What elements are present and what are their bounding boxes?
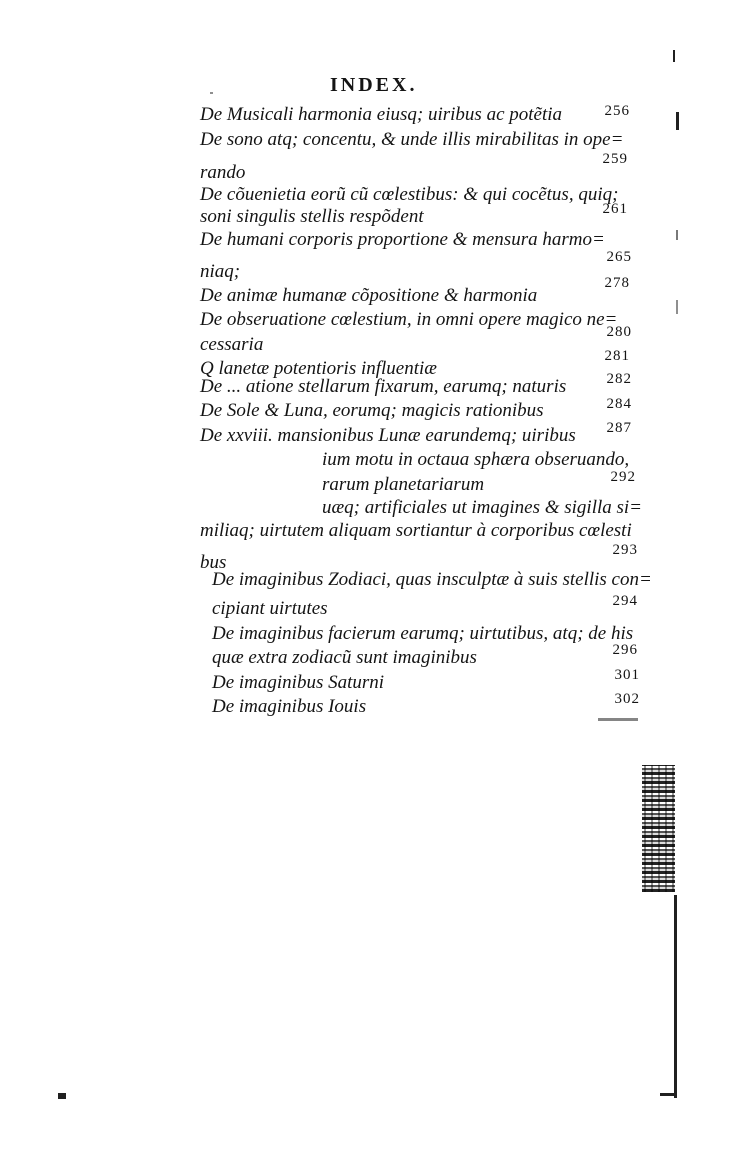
index-entry-page-number: 301 (614, 667, 640, 683)
index-entry-page-number: 265 (606, 249, 632, 265)
index-entry-text: De imaginibus facierum earumq; uirtutibus, atq; de his (212, 623, 634, 644)
index-entry-text: ium motu in octaua sphæra obseruando, (322, 449, 630, 470)
index-entry-text: De humani corporis proportione & mensura harmo= (200, 229, 605, 250)
index-entry-text: De imaginibus Zodiaci, quas insculptæ à suis stellis con= (212, 569, 652, 590)
index-entry-text: De Sole & Luna, eorumq; magicis rationibus (200, 400, 544, 421)
index-entry-text: De Musicali harmonia eiusq; uiribus ac potẽtia (200, 104, 563, 125)
index-entry-text: uæq; artificiales ut imagines & sigilla si= (322, 497, 642, 518)
scan-edge-mark (676, 300, 678, 314)
index-entry-text: niaq; (200, 261, 241, 282)
index-entry-text: De sono atq; concentu, & unde illis mirabilitas in ope= (200, 129, 624, 150)
index-entry-text: Q lanetæ potentioris influentiæ (200, 358, 437, 379)
scan-barcode-strip (642, 765, 675, 892)
page-edge-line (674, 895, 677, 1098)
scan-edge-mark (676, 112, 679, 130)
page-edge-line (660, 1093, 677, 1096)
index-entry-page-number: 296 (612, 642, 638, 658)
index-entry-text: bus (200, 552, 227, 573)
scan-speck (210, 92, 213, 94)
index-entry-text: soni singulis stellis respõdent (200, 206, 424, 227)
index-entry-text: cipiant uirtutes (212, 598, 328, 619)
index-entry-page-number: 294 (612, 593, 638, 609)
index-entry-page-number: 281 (604, 348, 630, 364)
scan-corner-mark (58, 1093, 66, 1099)
index-entry-text: De imaginibus Iouis (212, 696, 367, 717)
index-entry-text: quæ extra zodiacũ sunt imaginibus (212, 647, 477, 668)
index-entry-page-number: 282 (606, 371, 632, 387)
index-entry-page-number: 278 (604, 275, 630, 291)
index-entry-text: De xxviii. mansionibus Lunæ earundemq; uiribus (200, 425, 576, 446)
index-entry-page-number: 287 (606, 420, 632, 436)
index-entry-text: De obseruatione cœlestium, in omni opere magico ne= (200, 309, 618, 330)
index-entry-page-number: 259 (602, 151, 628, 167)
index-entry-text: De ... atione stellarum fixarum, earumq; naturis (200, 376, 567, 397)
index-entry-page-number: 293 (612, 542, 638, 558)
scan-edge-mark (673, 50, 675, 62)
index-entry-text: cessaria (200, 334, 264, 355)
index-entry-page-number: 261 (602, 201, 628, 217)
index-entry-page-number: 256 (604, 103, 630, 119)
index-entry-text: De imaginibus Saturni (212, 672, 385, 693)
index-entry-page-number: 280 (606, 324, 632, 340)
index-entry-text: rarum planetariarum (322, 474, 485, 495)
index-entry-page-number: 284 (606, 396, 632, 412)
page-heading: INDEX. (330, 74, 418, 96)
index-entry-text: miliaq; uirtutem aliquam sortiantur à corporibus cœlesti (200, 520, 632, 541)
scan-edge-mark (676, 230, 678, 240)
index-entry-page-number: 302 (614, 691, 640, 707)
index-entry-page-number: 292 (610, 469, 636, 485)
index-entry-text: rando (200, 162, 246, 183)
index-entry-text: De animæ humanæ cõpositione & harmonia (200, 285, 538, 306)
cropped-text-fragment (598, 718, 638, 721)
index-entry-text: De cõuenietia eorũ cũ cœlestibus: & qui cocẽtus, quiq; (200, 184, 619, 205)
